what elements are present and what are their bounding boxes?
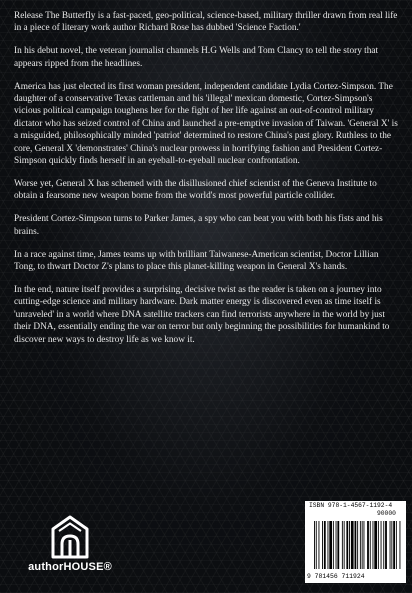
publisher-logo — [22, 515, 118, 579]
price-code: 90000 — [377, 510, 396, 517]
barcode-bars — [308, 511, 403, 573]
isbn-label: ISBN 978-1-4567-1192-4 — [309, 502, 393, 509]
description-paragraph-1: Release The Butterfly is a fast-paced, geo-political, science-based, military thriller drawn from real life in a piece of literary work author Richard Rose has dubbed 'Science Faction.' — [14, 11, 398, 34]
description-paragraph-7: In the end, nature itself provides a surprising, decisive twist as the reader is taken on a journey into cutting-edge science and military hardware. Dark matter energy is discovered even as time itself is 'unraveled' in a world where DNA satellite trackers can find terrorists anywhere in the world by just their DNA, essentially ending the war on terror but only beginning the possibilities for humankind to discover new ways to destroy life as we know it. — [14, 284, 390, 345]
isbn-barcode — [305, 501, 406, 583]
barcode-digits: 9 781456 711924 — [307, 573, 365, 580]
description-paragraph-2: In his debut novel, the veteran journalist channels H.G Wells and Tom Clancy to tell the story that appears ripped from the headlines. — [14, 46, 379, 69]
description-paragraph-5: President Cortez-Simpson turns to Parker James, a spy who can beat you with both his fists and his brains. — [14, 214, 383, 237]
back-cover-description — [14, 10, 400, 356]
description-paragraph-6: In a race against time, James teams up with brilliant Taiwanese-American scientist, Doctor Lillian Tong, to thwart Doctor Z's plans to place this planet-killing weapon in General X's hands. — [14, 249, 379, 272]
description-paragraph-4: Worse yet, General X has schemed with the disillusioned chief scientist of the Geneva Institute to obtain a fearsome new weapon borne from the world's most powerful particle collider. — [14, 178, 377, 202]
publisher-name: authorHOUSE® — [28, 561, 112, 573]
description-paragraph-3: America has just elected its first woman president, independent candidate Lydia Cortez-Simpson. The daughter of a conservative Texas cattleman and his 'illegal' mexican domestic, Cortez-Simpson's vicious political campaign toughens her for the fight of her life against an out-of-control military dictator who has seized control of China and launched a pre-emptive invasion of Taiwan. 'General X' is a misguided, philosophically minded 'patriot' determined to restore China's past glory. Ruthless to the core, General X 'demonstrates' China's nuclear prowess in horrifying fashion and President Cortez-Simpson quickly finds herself in an eyeball-to-eyeball nuclear confrontation. — [14, 81, 398, 167]
authorhouse-logo-icon — [50, 515, 90, 559]
